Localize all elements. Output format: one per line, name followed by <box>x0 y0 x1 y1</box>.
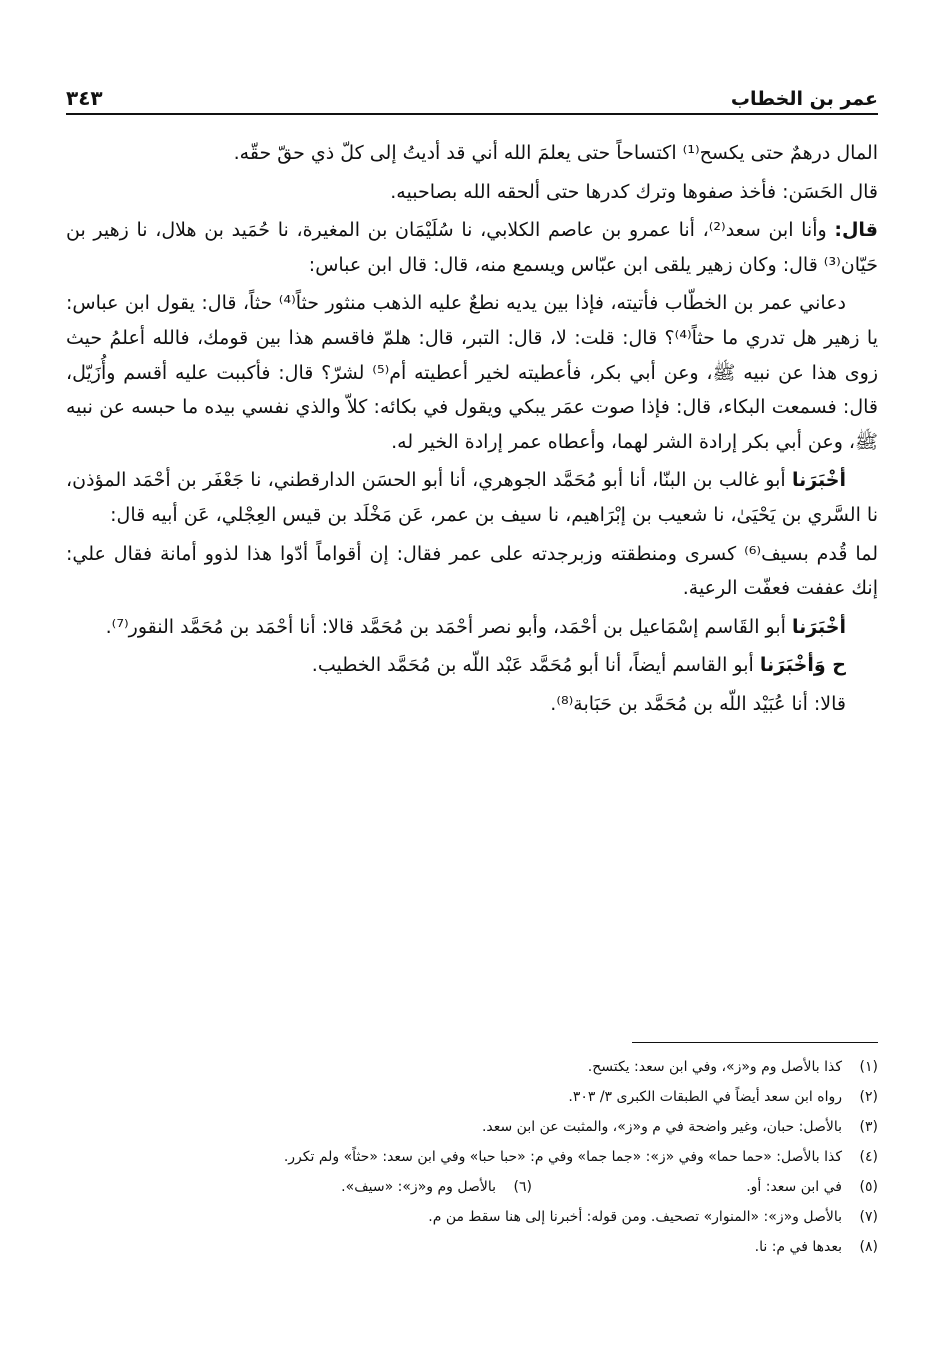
footnote-text: كذا بالأصل وم و«ز»، وفي ابن سعد: يكتسح. <box>587 1059 842 1075</box>
main-text <box>66 136 878 726</box>
footnote-text: كذا بالأصل: «حما حما» وفي «ز»: «جما جما» وفي م: «حبا حبا» وفي ابن سعد: «حثاً» ولم تكرر. <box>283 1149 842 1165</box>
footnote-number: (١) <box>859 1059 878 1075</box>
footnote-text: رواه ابن سعد أيضاً في الطبقات الكبرى ٣/ ٣٠٣. <box>568 1089 842 1105</box>
footnote-4 <box>66 1142 878 1172</box>
paragraph-5-text: أبو غالب بن البنّا، أنا أبو مُحَمَّد الجوهري، أنا أبو الحسَن الدارقطني، نا جَعْفَر بن أحْمَد المؤذن، نا السَّري بن يَحْيَىٰ، نا شعيب بن إبْرَاهيم، نا سيف بن عمر، عَن مَخْلَد بن قيس العِجْلي، عَن أبيه قال: <box>66 469 878 526</box>
footnote-3 <box>66 1112 878 1142</box>
footnotes-5-6 <box>66 1172 878 1202</box>
paragraph-1: المال درهمٌ حتى يكسح⁽¹⁾ اكتساحاً حتى يعلمَ الله أني قد أديتُ إلى كلّ ذي حقّ حقّه. <box>233 142 878 164</box>
footnote-rule <box>632 1042 878 1043</box>
footnote-number: (٨) <box>859 1239 878 1255</box>
paragraph-8 <box>66 648 878 683</box>
footnote-number: (٧) <box>859 1209 878 1225</box>
paragraph-8-text: أبو القاسم أيضاً، أنا أبو مُحَمَّد عَبْد اللّه بن مُحَمَّد الخطيب. <box>311 654 760 677</box>
footnote-number: (٣) <box>859 1119 878 1135</box>
paragraph-4: دعاني عمر بن الخطّاب فأتيته، فإذا بين يديه نطعٌ عليه الذهب منثور حثاً⁽⁴⁾ حثاً، قال: يقول ابن عباس: يا زهير هل تدري ما حثاً⁽⁴⁾؟ قال: قلت: لا، قال: التبر، قال: هلمّ فاقسم هذا بين قومك، فالله أعلمُ حيث زوى هذا عن نبيه ﷺ، وعن أبي بكر، فأعطيته لخير أعطيته أم⁽⁵⁾ لشرّ؟ قال: فأكببت عليه أقسم وأُزَيّل، قال: فسمعت البكاء، قال: فإذا صوت عمَر يبكي ويقول في بكائه: كلاّ والذي نفسي بيده ما حبسه عن نبيه ﷺ، وعن أبي بكر إرادة الشر لهما، وأعطاه عمر إرادة الخير له. <box>66 292 878 453</box>
paragraph-7 <box>66 610 878 645</box>
paragraph-9: قالا: أنا عُبَيْد اللّه بن مُحَمَّد بن حَبَابة⁽⁸⁾. <box>550 692 846 715</box>
footnote-1 <box>66 1052 878 1082</box>
page-number: ٣٤٣ <box>66 86 103 110</box>
paragraph-7-text: أبو القَاسم إسْمَاعيل بن أحْمَد، وأبو نصر أحْمَد بن مُحَمَّد قالا: أنا أحْمَد بن مُحَمَّد النقور⁽⁷⁾. <box>105 615 792 638</box>
paragraph-3-lead: قال: <box>834 219 879 242</box>
paragraph-3 <box>66 213 878 282</box>
footnote-number: (٥) <box>859 1179 878 1195</box>
paragraph-6: لما قُدم بسيف⁽⁶⁾ كسرى ومنطقته وزبرجدته على عمر فقال: إن أقواماً أدّوا هذا لذوو أمانة فقال علي: إنك عففت فعفّت الرعية. <box>66 542 878 600</box>
footnote-text: بالأصل و«ز»: «المنوار» تصحيف. ومن قوله: أخبرنا إلى هنا سقط من م. <box>428 1209 842 1225</box>
footnote-text: بالأصل وم و«ز»: «سيف». <box>341 1179 496 1195</box>
footnote-number: (٢) <box>859 1089 878 1105</box>
header-rule <box>66 113 878 115</box>
footnotes <box>66 1052 878 1262</box>
footnote-text: بالأصل: حبان، وغير واضحة في م و«ز»، والمثبت عن ابن سعد. <box>481 1119 842 1135</box>
footnote-2 <box>66 1082 878 1112</box>
footnote-8 <box>66 1232 878 1262</box>
running-header <box>66 80 878 110</box>
paragraph-5 <box>66 463 878 532</box>
footnote-number: (٤) <box>859 1149 878 1165</box>
footnote-text: بعدها في م: نا. <box>754 1239 842 1255</box>
paragraph-2: قال الحَسَن: فأخذ صفوها وترك كدرها حتى ألحقه الله بصاحبيه. <box>390 180 878 203</box>
footnote-number: (٦) <box>513 1179 532 1195</box>
paragraph-8-lead: ح وَأخْبَرَنا <box>759 654 846 677</box>
footnote-text: في ابن سعد: أو. <box>746 1179 842 1195</box>
paragraph-3-text: وأنا ابن سعد⁽²⁾، أنا عمرو بن عاصم الكلابي، نا سُلَيْمَان بن المغيرة، نا حُمَيد بن هلال، نا زهير بن حَيّان⁽³⁾ قال: وكان زهير يلقى ابن عبّاس ويسمع منه، قال: قال ابن عباس: <box>66 219 878 276</box>
footnote-7 <box>66 1202 878 1232</box>
paragraph-7-lead: أخْبَرَنا <box>791 615 846 638</box>
paragraph-5-lead: أخْبَرَنا <box>791 469 846 492</box>
running-title: عمر بن الخطاب <box>730 88 878 110</box>
